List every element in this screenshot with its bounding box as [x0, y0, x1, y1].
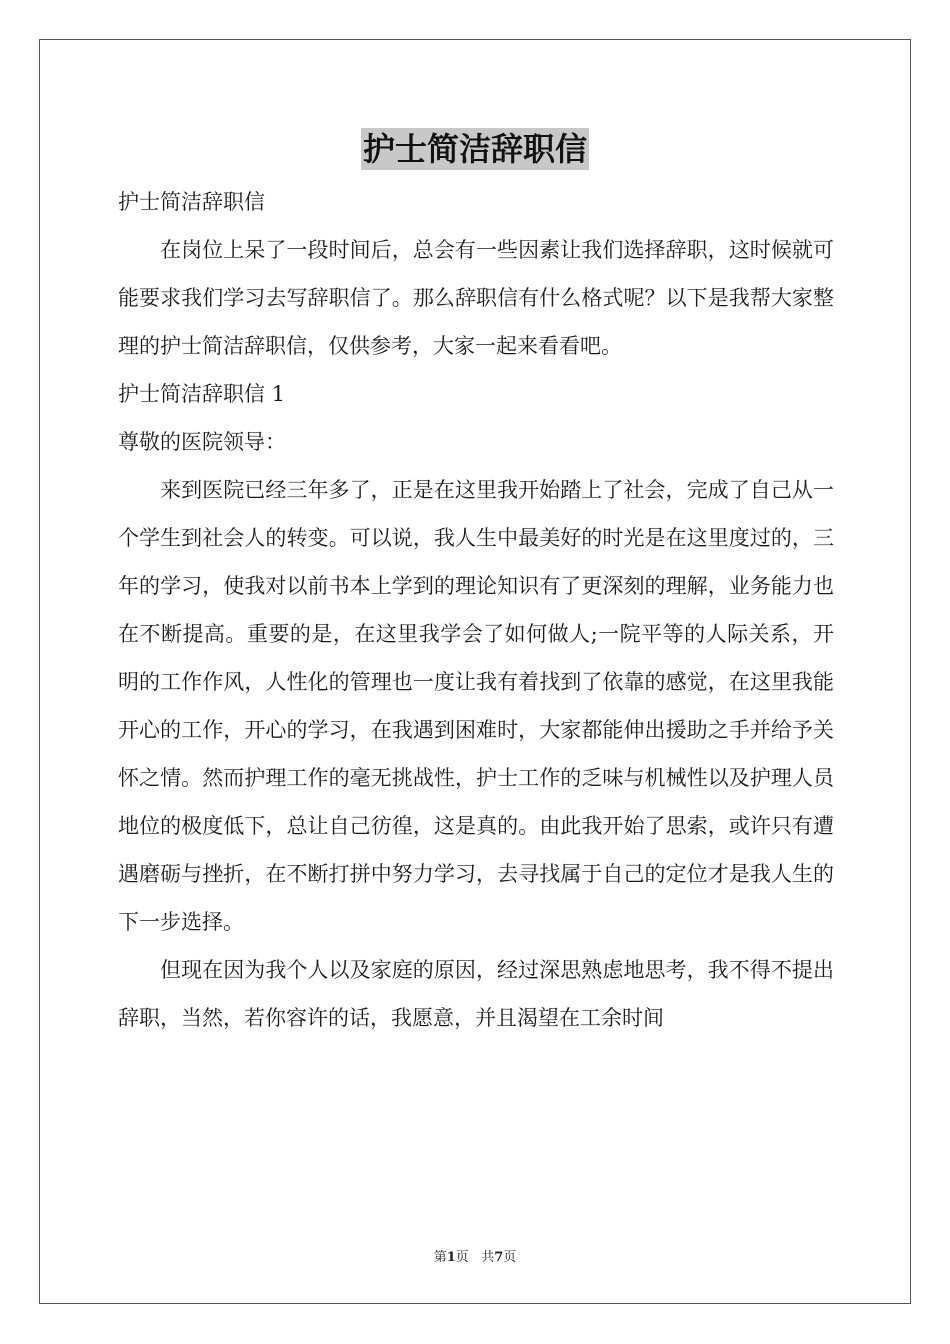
- document-title: 护士简洁辞职信: [362, 130, 587, 168]
- page-prefix: 第: [433, 1250, 447, 1265]
- paragraph: 护士简洁辞职信: [118, 190, 265, 214]
- paragraph: 护士简洁辞职信 1: [118, 382, 286, 406]
- document-body: [118, 178, 834, 1042]
- page-suffix: 页: [455, 1250, 469, 1265]
- title-container: [0, 128, 950, 170]
- total-suffix: 页: [503, 1250, 517, 1265]
- page-footer: [0, 1246, 950, 1265]
- paragraph: 但现在因为我个人以及家庭的原因，经过深思熟虑地思考，我不得不提出辞职，当然，若你容许的话，我愿意，并且渴望在工余时间: [118, 958, 834, 1030]
- page-current: 1: [446, 1250, 456, 1265]
- page-total: 7: [494, 1250, 504, 1265]
- paragraph: 尊敬的医院领导：: [118, 430, 286, 454]
- total-prefix: 共: [481, 1250, 495, 1265]
- paragraph: 来到医院已经三年多了，正是在这里我开始踏上了社会，完成了自己从一个学生到社会人的转变。可以说，我人生中最美好的时光是在这里度过的，三年的学习，使我对以前书本上学到的理论知识有了更深刻的理解，业务能力也在不断提高。重要的是，在这里我学会了如何做人;一院平等的人际关系，开明的工作作风，人性化的管理也一度让我有着找到了依靠的感觉，在这里我能开心的工作，开心的学习，在我遇到困难时，大家都能伸出援助之手并给予关怀之情。然而护理工作的毫无挑战性，护士工作的乏味与机械性以及护理人员地位的极度低下，总让自己彷徨，这是真的。由此我开始了思索，或许只有遭遇磨砺与挫折，在不断打拼中努力学习，去寻找属于自己的定位才是我人生的下一步选择。: [118, 478, 834, 934]
- paragraph: 在岗位上呆了一段时间后，总会有一些因素让我们选择辞职，这时候就可能要求我们学习去写辞职信了。那么辞职信有什么格式呢？以下是我帮大家整理的护士简洁辞职信，仅供参考，大家一起来看看吧。: [118, 238, 834, 358]
